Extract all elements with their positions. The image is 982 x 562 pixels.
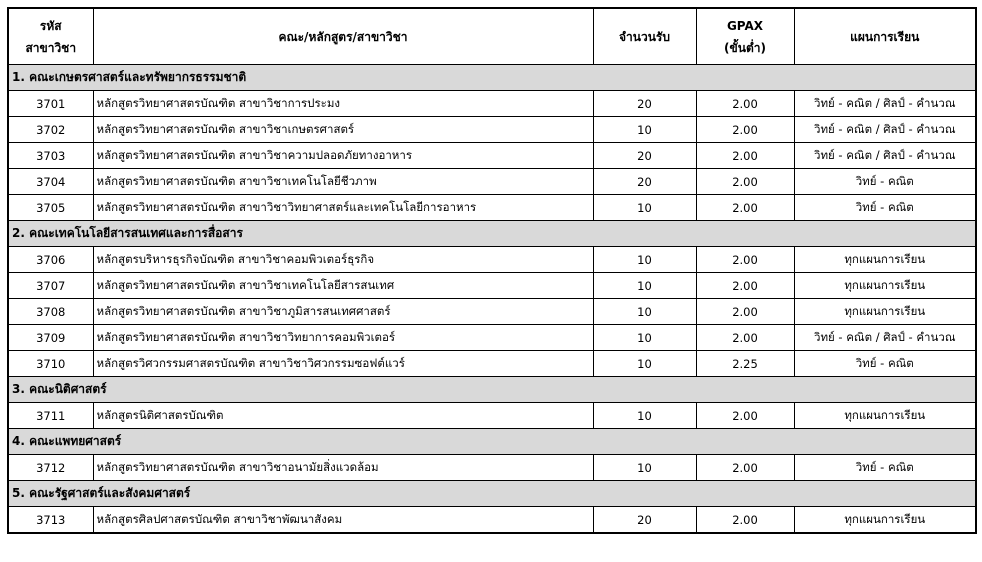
faculty-group-row (8, 221, 976, 247)
cell-code: 3702 (8, 117, 93, 143)
header-seats: จำนวนรับ (593, 8, 696, 65)
cell-code: 3706 (8, 247, 93, 273)
faculty-group-row (8, 65, 976, 91)
cell-program: หลักสูตรวิทยาศาสตรบัณฑิต สาขาวิชาการประมง (93, 91, 593, 117)
cell-program: หลักสูตรวิทยาศาสตรบัณฑิต สาขาวิชาความปลอดภัยทางอาหาร (93, 143, 593, 169)
header-gpax-line2: (ขั้นต่ำ) (724, 40, 766, 55)
cell-code: 3711 (8, 403, 93, 429)
cell-program: หลักสูตรวิศวกรรมศาสตรบัณฑิต สาขาวิชาวิศวกรรมซอฟต์แวร์ (93, 351, 593, 377)
cell-seats: 10 (593, 247, 696, 273)
cell-gpax: 2.00 (696, 195, 794, 221)
cell-gpax: 2.00 (696, 299, 794, 325)
table-row (8, 169, 976, 195)
table-row (8, 455, 976, 481)
admission-table-document (7, 7, 977, 534)
cell-gpax: 2.00 (696, 117, 794, 143)
cell-program: หลักสูตรวิทยาศาสตรบัณฑิต สาขาวิชาเกษตรศาสตร์ (93, 117, 593, 143)
table-row (8, 247, 976, 273)
cell-code: 3708 (8, 299, 93, 325)
cell-program: หลักสูตรวิทยาศาสตรบัณฑิต สาขาวิชาวิทยาการคอมพิวเตอร์ (93, 325, 593, 351)
faculty-group-row (8, 429, 976, 455)
cell-code: 3704 (8, 169, 93, 195)
cell-seats: 10 (593, 299, 696, 325)
cell-plan: ทุกแผนการเรียน (794, 247, 976, 273)
cell-program: หลักสูตรวิทยาศาสตรบัณฑิต สาขาวิชาเทคโนโลยีชีวภาพ (93, 169, 593, 195)
cell-plan: ทุกแผนการเรียน (794, 403, 976, 429)
cell-seats: 10 (593, 117, 696, 143)
cell-program: หลักสูตรนิติศาสตรบัณฑิต (93, 403, 593, 429)
cell-code: 3712 (8, 455, 93, 481)
table-row (8, 507, 976, 534)
cell-gpax: 2.00 (696, 325, 794, 351)
cell-plan: วิทย์ - คณิต (794, 351, 976, 377)
faculty-title: 2. คณะเทคโนโลยีสารสนเทศและการสื่อสาร (8, 221, 976, 247)
table-body (8, 65, 976, 534)
header-gpax-line1: GPAX (726, 18, 764, 33)
cell-code: 3713 (8, 507, 93, 534)
cell-gpax: 2.00 (696, 91, 794, 117)
cell-seats: 10 (593, 455, 696, 481)
cell-code: 3701 (8, 91, 93, 117)
cell-plan: วิทย์ - คณิต / ศิลป์ - คำนวณ (794, 325, 976, 351)
table-row (8, 273, 976, 299)
cell-code: 3709 (8, 325, 93, 351)
cell-program: หลักสูตรวิทยาศาสตรบัณฑิต สาขาวิชาอนามัยสิ่งแวดล้อม (93, 455, 593, 481)
cell-gpax: 2.00 (696, 273, 794, 299)
cell-plan: ทุกแผนการเรียน (794, 273, 976, 299)
cell-plan: ทุกแผนการเรียน (794, 507, 976, 534)
table-row (8, 195, 976, 221)
header-row (8, 8, 976, 65)
cell-code: 3705 (8, 195, 93, 221)
cell-seats: 10 (593, 195, 696, 221)
cell-seats: 10 (593, 403, 696, 429)
faculty-group-row (8, 481, 976, 507)
cell-plan: ทุกแผนการเรียน (794, 299, 976, 325)
table-row (8, 91, 976, 117)
cell-gpax: 2.25 (696, 351, 794, 377)
cell-plan: วิทย์ - คณิต / ศิลป์ - คำนวณ (794, 91, 976, 117)
header-plan: แผนการเรียน (794, 8, 976, 65)
cell-program: หลักสูตรศิลปศาสตรบัณฑิต สาขาวิชาพัฒนาสังคม (93, 507, 593, 534)
header-code-line2: สาขาวิชา (25, 40, 77, 55)
faculty-title: 3. คณะนิติศาสตร์ (8, 377, 976, 403)
table-row (8, 403, 976, 429)
cell-gpax: 2.00 (696, 247, 794, 273)
cell-code: 3703 (8, 143, 93, 169)
header-gpax (696, 8, 794, 65)
table-row (8, 143, 976, 169)
cell-gpax: 2.00 (696, 507, 794, 534)
cell-seats: 10 (593, 325, 696, 351)
faculty-group-row (8, 377, 976, 403)
cell-seats: 20 (593, 169, 696, 195)
cell-plan: วิทย์ - คณิต (794, 455, 976, 481)
cell-seats: 20 (593, 91, 696, 117)
table-row (8, 351, 976, 377)
table-row (8, 299, 976, 325)
cell-gpax: 2.00 (696, 455, 794, 481)
header-code-line1: รหัส (39, 18, 62, 33)
cell-program: หลักสูตรวิทยาศาสตรบัณฑิต สาขาวิชาภูมิสารสนเทศศาสตร์ (93, 299, 593, 325)
cell-plan: วิทย์ - คณิต (794, 169, 976, 195)
header-program: คณะ/หลักสูตร/สาขาวิชา (93, 8, 593, 65)
cell-gpax: 2.00 (696, 143, 794, 169)
cell-program: หลักสูตรวิทยาศาสตรบัณฑิต สาขาวิชาเทคโนโลยีสารสนเทศ (93, 273, 593, 299)
cell-plan: วิทย์ - คณิต / ศิลป์ - คำนวณ (794, 143, 976, 169)
cell-code: 3710 (8, 351, 93, 377)
table-row (8, 325, 976, 351)
cell-seats: 10 (593, 351, 696, 377)
cell-program: หลักสูตรวิทยาศาสตรบัณฑิต สาขาวิชาวิทยาศาสตร์และเทคโนโลยีการอาหาร (93, 195, 593, 221)
cell-plan: วิทย์ - คณิต (794, 195, 976, 221)
cell-seats: 10 (593, 273, 696, 299)
cell-gpax: 2.00 (696, 403, 794, 429)
cell-gpax: 2.00 (696, 169, 794, 195)
faculty-title: 1. คณะเกษตรศาสตร์และทรัพยากรธรรมชาติ (8, 65, 976, 91)
faculty-title: 5. คณะรัฐศาสตร์และสังคมศาสตร์ (8, 481, 976, 507)
cell-seats: 20 (593, 143, 696, 169)
table-row (8, 117, 976, 143)
cell-program: หลักสูตรบริหารธุรกิจบัณฑิต สาขาวิชาคอมพิวเตอร์ธุรกิจ (93, 247, 593, 273)
header-code (8, 8, 93, 65)
admission-table (7, 7, 977, 534)
cell-code: 3707 (8, 273, 93, 299)
faculty-title: 4. คณะแพทยศาสตร์ (8, 429, 976, 455)
cell-plan: วิทย์ - คณิต / ศิลป์ - คำนวณ (794, 117, 976, 143)
cell-seats: 20 (593, 507, 696, 534)
